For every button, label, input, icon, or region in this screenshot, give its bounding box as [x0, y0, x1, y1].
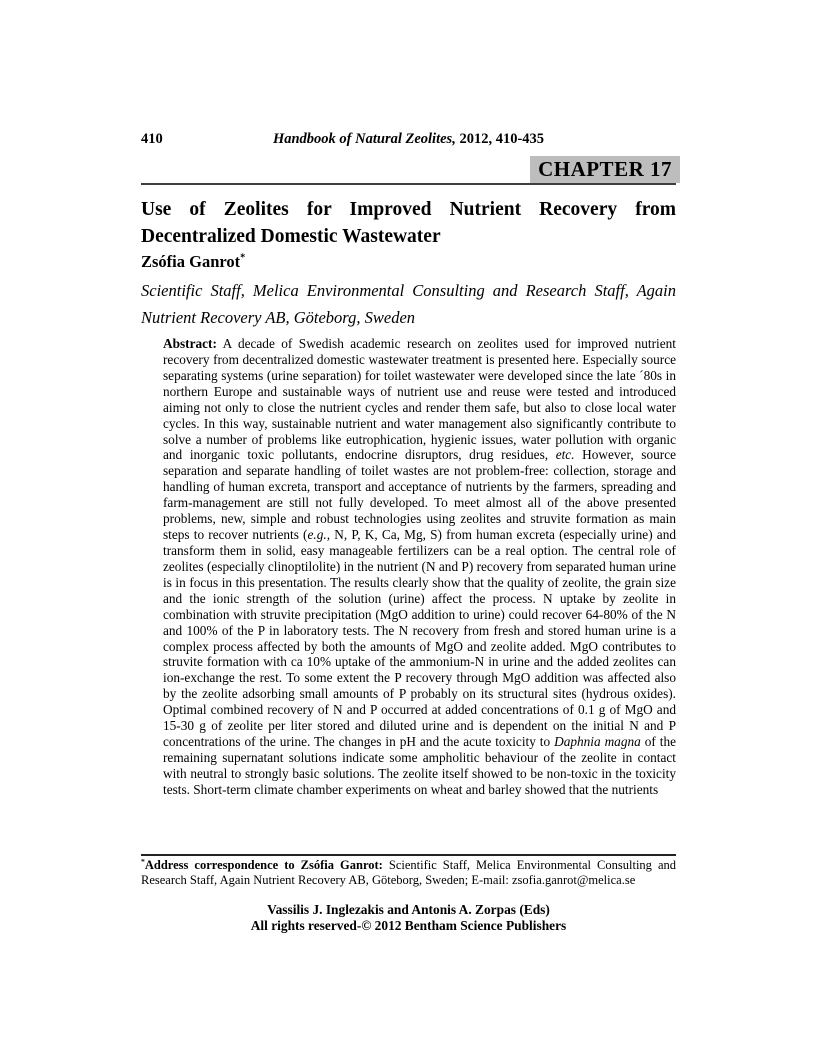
- text-line: Nutrient Recovery AB, Göteborg, Sweden: [141, 308, 416, 327]
- chapter-title: [141, 196, 676, 250]
- text-line: Scientific Staff, Melica Environmental Consulting and Research Staff, Again: [141, 281, 676, 300]
- correspondence-footnote: [141, 858, 676, 887]
- author-footnote-marker: *: [240, 252, 246, 264]
- publisher-imprint: [141, 902, 676, 933]
- chapter-banner: CHAPTER 17: [530, 156, 680, 183]
- body-text: A decade of Swedish academic research on zeolites used for improved nutrient recovery from decentralized domestic wastewater treatment is presented here. Especially source separating systems (urine separation) for toilet wastewater were developed since the late ´80s in northern Europe and sustainable ways of nutrient use and reuse were tested and introduced aiming not only to close the nutrient cycles and render them safe, but also to close local water cycles. In this way, sustainable nutrient and water management also significantly contribute to solve a number of problems like eutrophication, hygienic issues, water pollution with organic and inorganic toxic pollutants, endocrine disruptors, drug residues,: [163, 336, 676, 463]
- running-title-cite: 2012, 410-435: [455, 131, 545, 147]
- header-rule: [141, 183, 676, 185]
- text-line: All rights reserved-© 2012 Bentham Science Publishers: [250, 917, 567, 933]
- page-number: 410: [141, 131, 163, 147]
- italic-text: e.g.,: [307, 527, 331, 543]
- body-text: N, P, K, Ca, Mg, S) from human excreta (especially urine) and transform them in solid, easy manageable fertilizers can be a real option. The central role of zeolites (especially clinoptilolite) in the nutrient (N and P) recovery from separated human urine is in focus in this presentation. The results clearly show that the quality of zeolite, the grain size and the ionic strength of the solution (urine) affect the process. N uptake by zeolite in combination with struvite precipitation (MgO addition to urine) could recover 64-80% of the N and 100% of the P in laboratory tests. The N recovery from fresh and stored human urine is a complex process affected by both the amounts of MgO and zeolite added. MgO contributes to struvite formation with ca 10% uptake of the ammonium-N in urine and the added zeolites can ion-exchange the rest. To some extent the P recovery through MgO addition was affected also by the zeolite adsorbing small amounts of P probably on its structural sites (hydrous oxides). Optimal combined recovery of N and P occurred at added concentrations of 0.1 g of MgO and 15-30 g of zeolite per liter stored and diluted urine and is dependent on the initial N and P concentrations of the urine. The changes in pH and the acute toxicity to: [163, 527, 676, 750]
- footnote-rule: [141, 854, 676, 856]
- author-affiliation: [141, 277, 676, 331]
- running-title: [141, 131, 676, 148]
- body-text: of the remaining supernatant solutions indicate some ampholitic behaviour of the zeolite in contact with neutral to strongly basic solutions. The zeolite itself showed to be non-toxic in the toxicity tests. Short-term climate chamber experiments on wheat and barley showed that the nutrients: [163, 734, 676, 797]
- author-name: Zsófia Ganrot: [141, 252, 241, 271]
- footnote-text: Scientific Staff, Melica Environmental Consulting and Research Staff, Again Nutrient Recovery AB, Göteborg, Sweden; E-mail: zsofia.ganrot@melica.se: [141, 858, 676, 887]
- body-text: However, source separation and separate handling of toilet wastes are not problem-free: collection, storage and handling of human excreta, transport and acceptance of nutrients by the farmers, spreading and farm-management are still not fully developed. To meet almost all of the above presented problems, new, simple and robust technologies using zeolites and struvite formation as main steps to recover nutrients (: [163, 447, 676, 543]
- italic-text: etc.: [555, 447, 575, 463]
- author-line: [141, 251, 676, 273]
- italic-text: Daphnia magna: [554, 734, 641, 750]
- footnote-lead: Address correspondence to Zsófia Ganrot:: [144, 858, 383, 872]
- running-header: [141, 131, 676, 149]
- text-line: Decentralized Domestic Wastewater: [141, 226, 441, 247]
- text-line: Vassilis J. Inglezakis and Antonis A. Zorpas (Eds): [267, 902, 550, 917]
- footnote-marker: *: [141, 856, 145, 866]
- text-line: Use of Zeolites for Improved Nutrient Recovery from: [141, 199, 676, 220]
- abstract-paragraph: [163, 336, 676, 798]
- bold-text: Abstract:: [163, 336, 217, 351]
- running-title-book: Handbook of Natural Zeolites,: [272, 131, 456, 147]
